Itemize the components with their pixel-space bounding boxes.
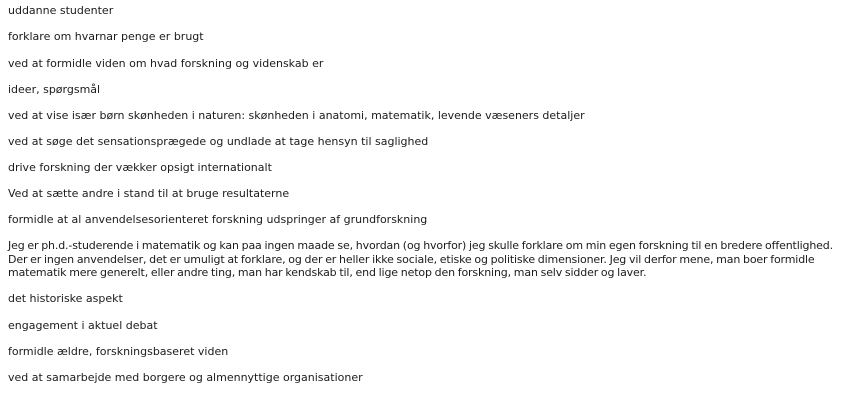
response-item: uddanne studenter [8, 4, 114, 17]
response-item: forklare om hvarnar penge er brugt [8, 30, 204, 43]
response-item: ideer, spørgsmål [8, 83, 101, 96]
response-item: ved at vise især børn skønheden i naturen: skønheden i anatomi, matematik, levende væseners detaljer [8, 109, 585, 122]
response-item: engagement i aktuel debat [8, 319, 158, 332]
response-item: formidle at al anvendelsesorienteret forskning udspringer af grundforskning [8, 213, 428, 226]
response-item: ved at formidle viden om hvad forskning og videnskab er [8, 57, 324, 70]
response-item: det historiske aspekt [8, 292, 123, 305]
response-item: Ved at sætte andre i stand til at bruge resultaterne [8, 187, 290, 200]
response-item: formidle ældre, forskningsbaseret viden [8, 345, 229, 358]
response-item: drive forskning der vækker opsigt internationalt [8, 161, 272, 174]
response-item: Jeg er ph.d.-studerende i matematik og kan paa ingen maade se, hvordan (og hvorfor) jeg skulle forklare om min egen forskning til en bredere offentlighed. Der er ingen anvendelser, det er umuligt at forklare, og der er heller ikke sociale, etiske og politiske dimensioner. Jeg vil derfor mene, man boer formidle matematik mere generelt, eller andre ting, man har kendskab til, end lige netop den forskning, man selv sidder og laver. [8, 239, 833, 279]
response-item: ved at søge det sensationsprægede og undlade at tage hensyn til saglighed [8, 135, 429, 148]
response-item: ved at samarbejde med borgere og almennyttige organisationer [8, 371, 363, 384]
